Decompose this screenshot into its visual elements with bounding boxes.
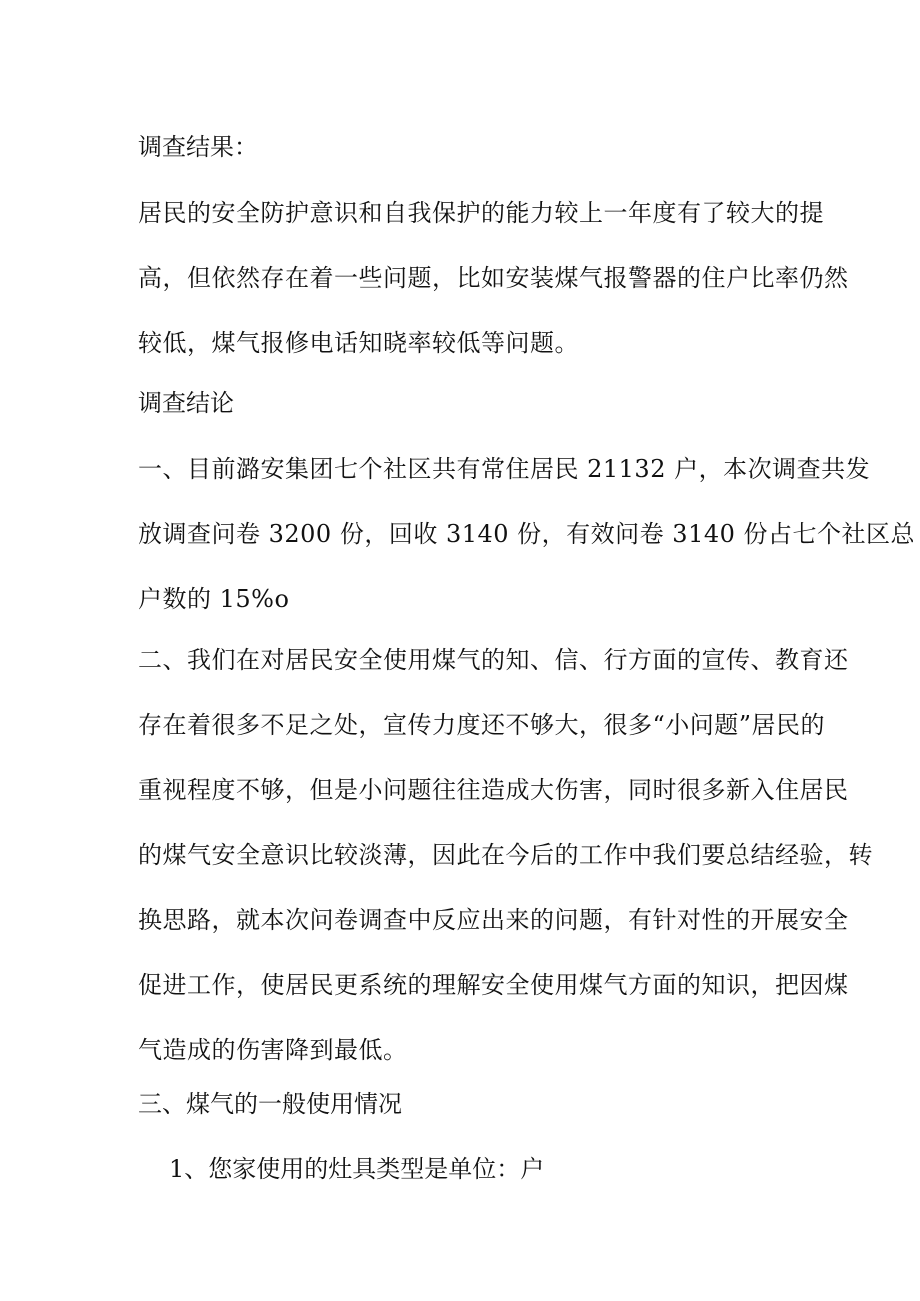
- point-1-line-3: 户数的 15%o: [138, 585, 290, 613]
- point-2-line-4: 的煤气安全意识比较淡薄，因此在今后的工作中我们要总结经验，转: [138, 841, 873, 869]
- results-line-1: 居民的安全防护意识和自我保护的能力较上一年度有了较大的提: [138, 199, 824, 227]
- results-heading: 调查结果：: [138, 133, 258, 161]
- results-line-3: 较低，煤气报修电话知晓率较低等问题。: [138, 329, 579, 357]
- point-2-line-2: 存在着很多不足之处，宣传力度还不够大，很多“小问题”居民的: [138, 711, 826, 739]
- point-2-line-6: 促进工作，使居民更系统的理解安全使用煤气方面的知识，把因煤: [138, 971, 849, 999]
- question-1: 1、您家使用的灶具类型是单位：户: [169, 1155, 545, 1183]
- point-2-line-7: 气造成的伤害降到最低。: [138, 1036, 408, 1064]
- point-1-line-1: 一、目前潞安集团七个社区共有常住居民 21132 户，本次调查共发: [138, 455, 871, 483]
- point-1-paragraph: [138, 437, 916, 632]
- point-2-line-5: 换思路，就本次问卷调查中反应出来的问题，有针对性的开展安全: [138, 906, 849, 934]
- point-1-line-2: 放调查问卷 3200 份，回收 3140 份，有效问卷 3140 份占七个社区总: [138, 520, 916, 548]
- point-2-line-3: 重视程度不够，但是小问题往往造成大伤害，同时很多新入住居民: [138, 776, 849, 804]
- point-2-line-1: 二、我们在对居民安全使用煤气的知、信、行方面的宣传、教育还: [138, 646, 849, 674]
- results-paragraph: [138, 181, 849, 376]
- point-3-heading: 三、煤气的一般使用情况: [138, 1090, 402, 1118]
- conclusion-heading: 调查结论: [138, 389, 234, 417]
- results-line-2: 高，但依然存在着一些问题，比如安装煤气报警器的住户比率仍然: [138, 264, 849, 292]
- point-2-paragraph: [138, 628, 873, 1083]
